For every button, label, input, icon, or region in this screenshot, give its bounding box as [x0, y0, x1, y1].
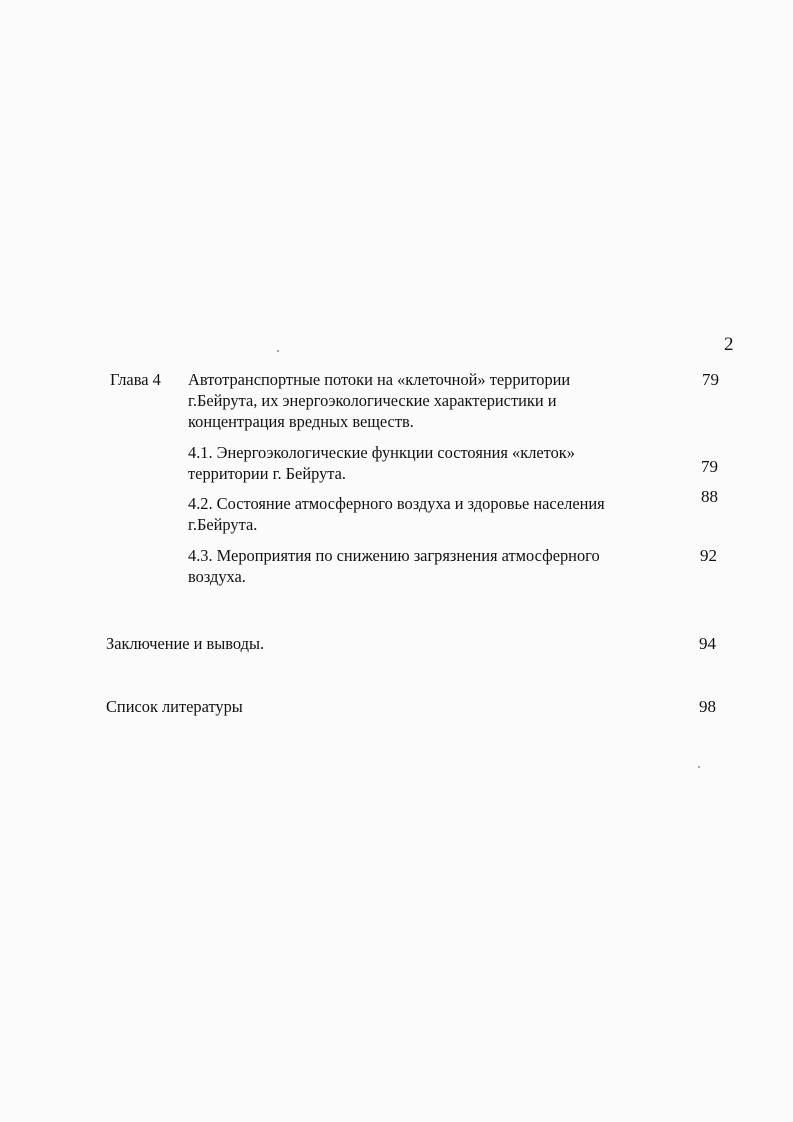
chapter-title-line: Автотранспортные потоки на «клеточной» территории [188, 370, 571, 389]
page-number: 2 [724, 334, 734, 355]
references-title: Список литературы [106, 697, 243, 716]
chapter-title-line: концентрация вредных веществ. [188, 412, 414, 431]
conclusion-page-number: 94 [699, 634, 716, 653]
section-page-number: 92 [700, 546, 717, 565]
chapter-title-line: г.Бейрута, их энергоэкологические характеристики и [188, 391, 557, 410]
chapter-page-number: 79 [702, 370, 719, 389]
section-page-number: 88 [701, 487, 718, 506]
scan-speck [277, 350, 279, 352]
section-line: воздуха. [188, 567, 246, 586]
section-page-number: 79 [701, 457, 718, 476]
section-line: 4.1. Энергоэкологические функции состояния «клеток» [188, 443, 575, 462]
section-line: 4.2. Состояние атмосферного воздуха и здоровье населения [188, 494, 605, 513]
section-line: г.Бейрута. [188, 515, 258, 534]
section-line: территории г. Бейрута. [188, 464, 347, 483]
scan-speck [698, 766, 700, 768]
chapter-label: Глава 4 [110, 370, 161, 389]
conclusion-title: Заключение и выводы. [106, 634, 265, 653]
section-line: 4.3. Мероприятия по снижению загрязнения атмосферного [188, 546, 600, 565]
references-page-number: 98 [699, 697, 716, 716]
